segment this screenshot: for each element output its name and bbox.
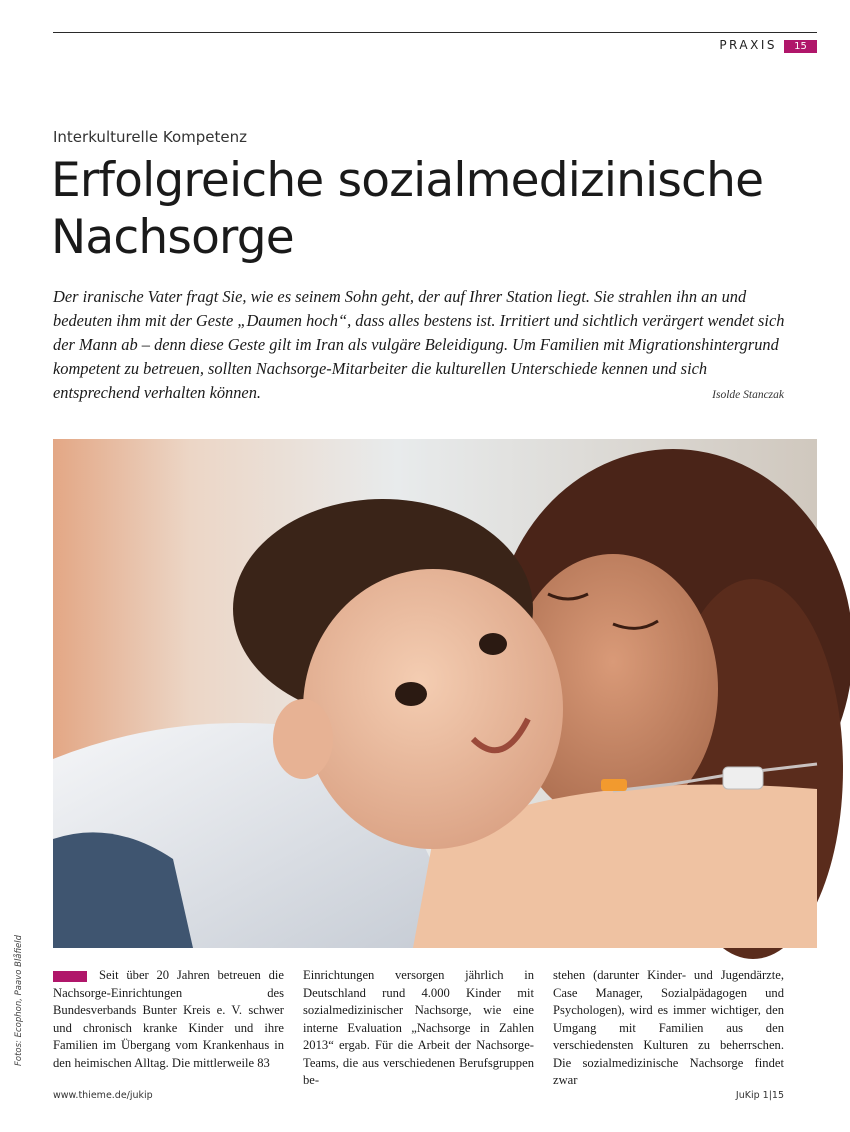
col1-first-line: Seit über 20 Jahren betreuen die <box>99 968 284 982</box>
page-number-badge: 15 <box>784 40 817 53</box>
paragraph-marker <box>53 971 87 982</box>
text-column-3 <box>553 967 784 1087</box>
title-line-1: Erfolgreiche sozialmedizinische <box>51 153 764 208</box>
text-column-2 <box>303 967 534 1087</box>
article-photo <box>53 439 817 948</box>
col1-body: Bundesverbands Bunter Kreis e. V. schwer und chronisch kranke Kinder und ihre Familien im Übergang vom Krankenhaus in den heimischen Alltag. Die mittlerweile 83 <box>53 1003 284 1070</box>
col3-body: stehen (darunter Kinder- und Jugendärzte, Case Manager, Sozialpädagogen und Psychologen), wird es immer wichtiger, den Umgang mit Familien aus den verschiedensten Kulturen zu beherrschen. Die sozialmedizinische Nachsorge findet zwar <box>553 968 784 1087</box>
photo-credit: Fotos: Ecophon, Paavo Blåfield <box>14 935 24 1066</box>
article-lead: Der iranische Vater fragt Sie, wie es seinem Sohn geht, der auf Ihrer Station liegt. Sie strahlen ihn an und bedeuten ihm mit der Geste „Daumen hoch“, dass alles bestens ist. Irritiert und sichtlich verärgert wendet sich der Mann ab – denn diese Geste gilt im Iran als vulgäre Beleidigung. Um Familien mit Migrationshintergrund kompetent zu betreuen, sollten Nachsorge-Mitarbeiter die kulturellen Unterschiede kennen und sich entsprechend verhalten können. <box>53 287 785 402</box>
text-column-1 <box>53 967 284 1073</box>
footer-issue: JuKip 1|15 <box>735 1090 784 1101</box>
col1-second-line: Nachsorge-Einrichtungen des <box>53 985 284 1000</box>
title-line-2: Nachsorge <box>51 210 294 265</box>
section-label: PRAXIS <box>719 38 777 52</box>
article-kicker: Interkulturelle Kompetenz <box>53 128 248 146</box>
footer-url: www.thieme.de/jukip <box>53 1090 153 1101</box>
author-name: Isolde Stanczak <box>712 389 784 401</box>
photo-illustration <box>53 439 817 948</box>
header-rule <box>53 32 817 33</box>
article-title <box>51 152 821 266</box>
col2-body: Einrichtungen versorgen jährlich in Deutschland rund 4.000 Kinder mit sozialmedizinischer Nachsorge, wie eine interne Evaluation „Nachsorge in Zahlen 2013“ ergab. Für die Arbeit der Nachsorge-Teams, die aus verschiedenen Berufsgruppen be- <box>303 968 534 1087</box>
